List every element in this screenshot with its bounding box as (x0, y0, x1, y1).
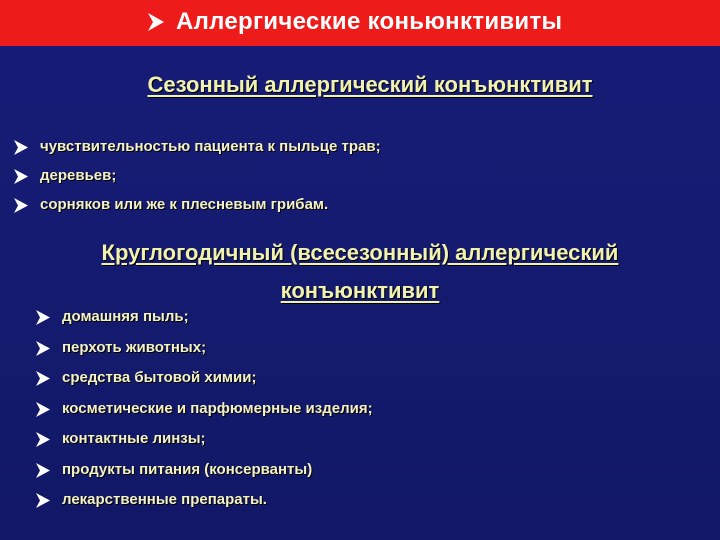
list-item (36, 307, 373, 338)
arrow-bullet-icon (36, 432, 50, 447)
list-item-label: перхоть животных; (62, 338, 207, 356)
list-item (36, 399, 373, 430)
arrow-bullet-icon (14, 140, 28, 155)
list-item-label: косметические и парфюмерные изделия; (62, 399, 373, 417)
perennial-list (36, 307, 373, 521)
list-item (14, 137, 381, 166)
seasonal-list (14, 137, 381, 224)
list-item-label: продукты питания (консерванты) (62, 460, 313, 478)
heading-line-2: конъюнктивит (280, 278, 440, 303)
arrow-bullet-icon (36, 463, 50, 478)
arrow-bullet-icon (36, 402, 50, 417)
list-item (36, 429, 373, 460)
list-item (14, 195, 381, 224)
heading-line-1: Круглогодичный (всесезонный) аллергический (101, 240, 619, 265)
slide-title: Аллергические коньюнктивиты (176, 8, 563, 35)
arrow-bullet-icon (36, 493, 50, 508)
list-item-label: сорняков или же к плесневым грибам. (40, 196, 329, 213)
list-item (14, 166, 381, 195)
section-heading-seasonal: Сезонный аллергический конъюнктивит (147, 72, 593, 97)
list-item (36, 338, 373, 369)
list-item-label: деревьев; (40, 167, 117, 184)
list-item-label: чувствительностью пациента к пыльце трав; (40, 138, 381, 155)
list-item (36, 460, 373, 491)
arrow-bullet-icon (148, 13, 164, 31)
arrow-bullet-icon (36, 371, 50, 386)
list-item-label: домашняя пыль; (62, 308, 189, 325)
list-item (36, 368, 373, 399)
arrow-bullet-icon (14, 169, 28, 184)
list-item (36, 490, 373, 521)
list-item-label: средства бытовой химии; (62, 369, 257, 386)
arrow-bullet-icon (14, 198, 28, 213)
arrow-bullet-icon (36, 310, 50, 325)
title-bar (0, 0, 720, 46)
list-item-label: контактные линзы; (62, 430, 206, 447)
arrow-bullet-icon (36, 341, 50, 356)
section-heading-perennial (0, 234, 720, 310)
list-item-label: лекарственные препараты. (62, 491, 267, 508)
